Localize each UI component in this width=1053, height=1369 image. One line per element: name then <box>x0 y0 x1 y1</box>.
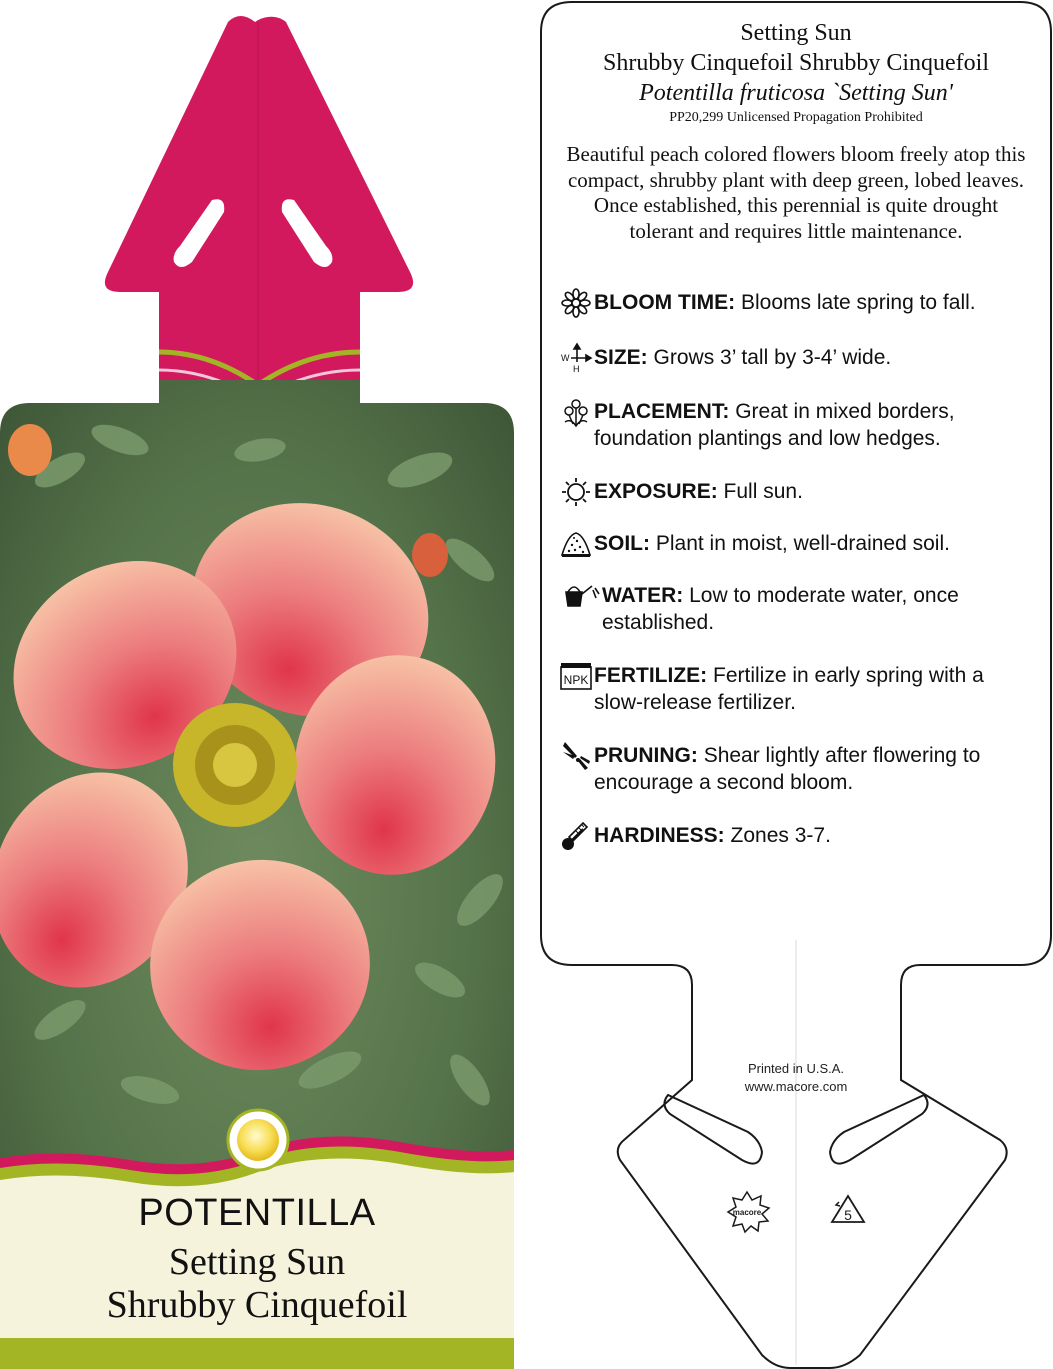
attr-label: HARDINESS: <box>594 824 725 847</box>
attr-soil <box>558 528 1038 560</box>
attr-text: Fertilize in early spring with a slow-release fertilizer. <box>594 664 984 714</box>
attr-text: Great in mixed borders, foundation plantings and low hedges. <box>594 400 955 450</box>
attr-text: Shear lightly after flowering to encourage a second bloom. <box>594 744 981 794</box>
attr-text: Full sun. <box>723 480 803 503</box>
attr-text: Plant in moist, well-drained soil. <box>655 532 950 555</box>
flower-icon <box>558 287 594 319</box>
attr-water <box>558 580 1038 636</box>
attr-size <box>558 342 1038 374</box>
botanical-name: Potentilla fruticosa `Setting Sun' <box>639 80 953 106</box>
attr-label: PRUNING: <box>594 744 698 767</box>
attr-label: WATER: <box>602 584 684 607</box>
attr-text: Blooms late spring to fall. <box>741 291 976 314</box>
attr-pruning <box>558 740 1038 796</box>
back-common-name: Shrubby Cinquefoil Shrubby Cinquefoil <box>603 50 989 76</box>
recycle-number: 5 <box>844 1207 852 1223</box>
attr-placement <box>558 396 1038 452</box>
genus-name: POTENTILLA <box>138 1192 376 1234</box>
attr-hardiness <box>558 820 1038 852</box>
attr-text: Low to moderate water, once established. <box>602 584 959 634</box>
cultivar-name: Setting Sun <box>168 1241 346 1283</box>
sun-icon <box>558 476 594 508</box>
attr-label: FERTILIZE: <box>594 664 708 687</box>
size-w-label: W <box>561 353 570 363</box>
attr-label: SIZE: <box>594 346 648 369</box>
soil-pile-icon <box>558 528 594 560</box>
size-arrows-icon <box>558 342 594 374</box>
attr-label: EXPOSURE: <box>594 480 718 503</box>
plant-description: Beautiful peach colored flowers bloom freely atop this compact, shrubby plant with deep green, lobed leaves. Once established, this perennial is quite drought tolerant and requires little maintenance. <box>566 142 1026 243</box>
npk-label: NPK <box>563 673 589 687</box>
macore-logo-text: macore <box>732 1208 762 1217</box>
attr-label: BLOOM TIME: <box>594 291 736 314</box>
fertilizer-bag-icon <box>558 660 594 692</box>
pruning-shears-icon <box>558 740 594 772</box>
common-name: Shrubby Cinquefoil <box>106 1284 408 1326</box>
size-h-label: H <box>573 364 580 374</box>
attr-label: PLACEMENT: <box>594 400 730 423</box>
attr-text: Zones 3-7. <box>730 824 831 847</box>
thermometer-icon <box>558 820 594 852</box>
attr-exposure <box>558 476 1038 508</box>
watering-can-icon <box>558 580 602 612</box>
attr-bloom-time <box>558 287 1038 319</box>
printed-in: Printed in U.S.A. <box>747 1061 845 1076</box>
back-title: Setting Sun <box>740 20 852 46</box>
attr-text: Grows 3’ tall by 3-4’ wide. <box>653 346 892 369</box>
patent-notice: PP20,299 Unlicensed Propagation Prohibited <box>669 110 923 125</box>
attr-fertilize <box>558 660 1038 716</box>
website: www.macore.com <box>744 1079 848 1094</box>
attr-label: SOIL: <box>594 532 650 555</box>
flower-cluster-icon <box>558 396 594 428</box>
